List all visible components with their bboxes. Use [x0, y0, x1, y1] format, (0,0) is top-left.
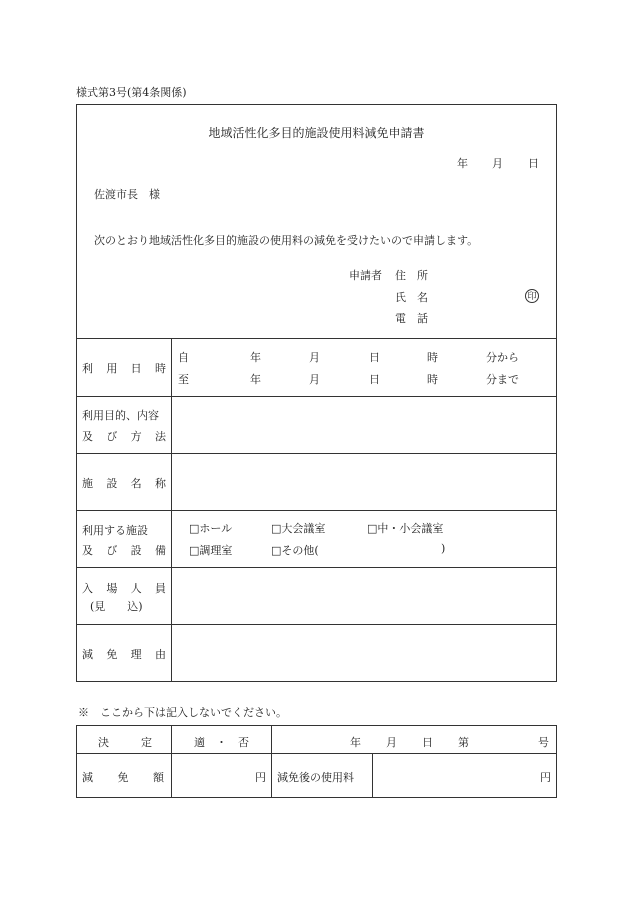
- attendees-label-line2: (見 込): [90, 600, 143, 613]
- approval-label: 適 ・ 否: [194, 736, 249, 749]
- form-title: 地域活性化多目的施設使用料減免申請書: [208, 126, 425, 140]
- checkbox-hall[interactable]: □ホール: [189, 522, 233, 535]
- body-text: 次のとおり地域活性化多目的施設の使用料の減免を受けたいので申請します。: [94, 234, 479, 247]
- row-divider: [76, 396, 557, 397]
- fee-after-reduction-label: 減免後の使用料: [277, 771, 354, 784]
- equipment-label-line1: 利用する施設: [82, 524, 148, 537]
- seal-mark-icon: 印: [525, 289, 539, 303]
- row-divider: [76, 510, 557, 511]
- usage-datetime-label: 利 用 日 時: [82, 362, 166, 375]
- purpose-label-line2: 及 び 方 法: [82, 430, 166, 443]
- applicant-label: 申請者: [349, 269, 382, 282]
- addressee: 佐渡市長 様: [94, 188, 160, 201]
- address-label: 住 所: [395, 269, 428, 282]
- date-day-label: 日: [528, 157, 539, 170]
- row-divider: [76, 624, 557, 625]
- row-divider: [76, 567, 557, 568]
- date-year-label: 年: [457, 157, 468, 170]
- row-divider: [76, 453, 557, 454]
- reduction-amount-yen: 円: [255, 771, 266, 784]
- purpose-label-line1: 利用目的、内容: [82, 409, 159, 422]
- checkbox-other[interactable]: □その他(: [271, 544, 319, 557]
- checkbox-cooking-room[interactable]: □調理室: [189, 544, 233, 557]
- office-use-note: ※ ここから下は記入しないでください。: [78, 706, 287, 719]
- office-row-divider: [76, 753, 557, 754]
- other-close-paren: ): [441, 542, 446, 555]
- attendees-label-line1: 入 場 人 員: [82, 582, 166, 595]
- name-label: 氏 名: [395, 291, 428, 304]
- office-column-divider: [271, 725, 272, 798]
- equipment-label-line2: 及 び 設 備: [82, 544, 166, 557]
- checkbox-large-meeting-room[interactable]: □大会議室: [271, 522, 326, 535]
- decision-label: 決 定: [98, 736, 152, 749]
- phone-label: 電 話: [395, 312, 428, 325]
- date-month-label: 月: [492, 157, 503, 170]
- form-number: 様式第3号(第4条関係): [76, 86, 187, 99]
- fee-after-reduction-yen: 円: [540, 771, 551, 784]
- table-top-line: [76, 338, 557, 339]
- reduction-amount-label: 減 免 額: [82, 771, 164, 784]
- office-column-divider: [372, 753, 373, 798]
- checkbox-small-meeting-room[interactable]: □中・小会議室: [367, 522, 444, 535]
- reduction-reason-label: 減 免 理 由: [82, 648, 166, 661]
- facility-name-label: 施 設 名 称: [82, 477, 166, 490]
